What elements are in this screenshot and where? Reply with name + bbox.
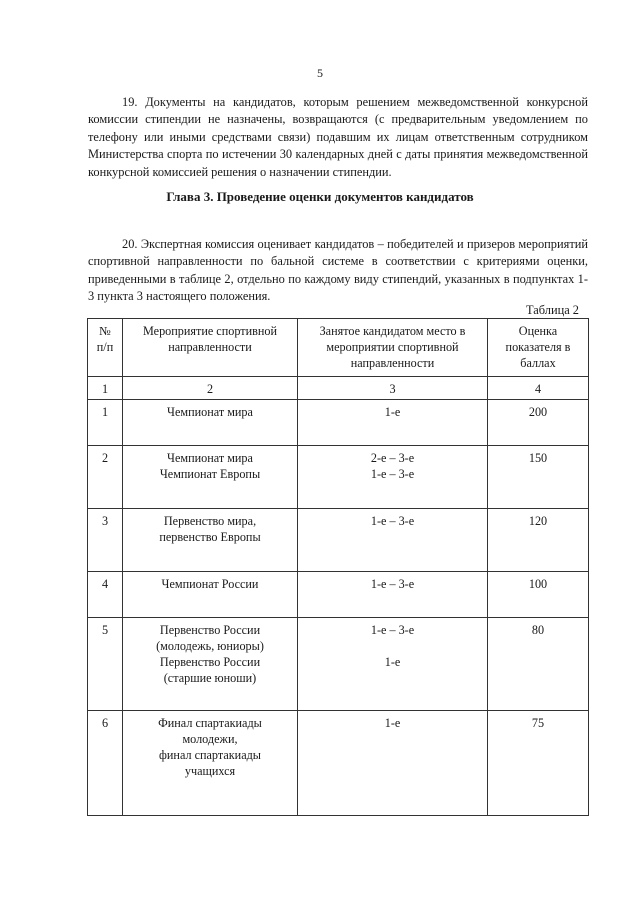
row-number: 3 bbox=[88, 509, 123, 572]
event-line: финал спартакиады bbox=[159, 748, 261, 762]
criteria-table bbox=[87, 318, 589, 816]
place-line: 1-е – 3-е bbox=[370, 623, 415, 637]
row-score: 120 bbox=[488, 509, 589, 572]
row-number: 5 bbox=[88, 618, 123, 711]
row-place bbox=[298, 572, 488, 618]
place-line: 1-е bbox=[384, 716, 401, 730]
event-line: (старшие юноши) bbox=[163, 671, 257, 685]
row-event bbox=[123, 446, 298, 509]
place-line: 1-е – 3-е bbox=[370, 577, 415, 591]
row-event bbox=[123, 572, 298, 618]
event-line: Чемпионат мира bbox=[167, 405, 253, 419]
row-event bbox=[123, 618, 298, 711]
event-line: молодежи, bbox=[182, 732, 238, 746]
place-line: 1-е bbox=[384, 405, 401, 419]
row-place bbox=[298, 618, 488, 711]
event-line: Первенство России bbox=[159, 655, 261, 669]
row-score: 75 bbox=[488, 711, 589, 816]
header-number-sign: № bbox=[99, 324, 111, 338]
column-number: 3 bbox=[298, 377, 488, 400]
table-row bbox=[88, 572, 589, 618]
row-number: 1 bbox=[88, 400, 123, 446]
page-number: 5 bbox=[317, 66, 323, 80]
table-row bbox=[88, 446, 589, 509]
event-line: учащихся bbox=[184, 764, 236, 778]
event-line: Первенство России bbox=[159, 623, 261, 637]
row-number: 4 bbox=[88, 572, 123, 618]
row-event bbox=[123, 711, 298, 816]
header-score: Оценка показателя в баллах bbox=[488, 319, 589, 377]
row-score: 150 bbox=[488, 446, 589, 509]
event-line: Финал спартакиады bbox=[158, 716, 262, 730]
event-line: Чемпионат мира bbox=[167, 451, 253, 465]
event-line: (молодежь, юниоры) bbox=[156, 639, 264, 653]
column-number-row bbox=[88, 377, 589, 400]
event-line: Первенство мира, bbox=[163, 514, 257, 528]
event-line: Чемпионат Европы bbox=[159, 467, 261, 481]
row-score: 100 bbox=[488, 572, 589, 618]
event-line: Чемпионат России bbox=[161, 577, 259, 591]
table-row bbox=[88, 400, 589, 446]
place-line: 1-е – 3-е bbox=[370, 467, 415, 481]
row-number: 2 bbox=[88, 446, 123, 509]
header-number bbox=[88, 319, 123, 377]
table-row bbox=[88, 711, 589, 816]
row-place bbox=[298, 711, 488, 816]
table-caption: Таблица 2 bbox=[526, 303, 579, 317]
table-row bbox=[88, 618, 589, 711]
spacer bbox=[302, 638, 483, 654]
event-line: первенство Европы bbox=[159, 530, 261, 544]
paragraph-20: 20. Экспертная комиссия оценивает кандидатов – победителей и призеров мероприятий спортивной направленности по бальной системе в соответствии с критериями оценки, приведенными в таблице 2, отдельно по каждому виду стипендий, указанных в подпунктах 1-3 пункта 3 настоящего положения. bbox=[88, 237, 588, 304]
row-event bbox=[123, 509, 298, 572]
row-score: 80 bbox=[488, 618, 589, 711]
place-line: 1-е – 3-е bbox=[370, 514, 415, 528]
row-place bbox=[298, 400, 488, 446]
row-number: 6 bbox=[88, 711, 123, 816]
column-number: 2 bbox=[123, 377, 298, 400]
column-number: 4 bbox=[488, 377, 589, 400]
row-event bbox=[123, 400, 298, 446]
table-header-row bbox=[88, 319, 589, 377]
chapter-title: Глава 3. Проведение оценки документов кандидатов bbox=[166, 189, 474, 204]
header-number-abbr: п/п bbox=[96, 340, 114, 354]
paragraph-19: 19. Документы на кандидатов, которым решением межведомственной конкурсной комиссии стипендии не назначены, возвращаются (с предварительным уведомлением по телефону или иными средствами связи) подавшим их лицам ответственным сотрудником Министерства спорта по истечении 30 календарных дней с даты принятия межведомственной конкурсной комиссией решения о назначении стипендии. bbox=[88, 95, 588, 179]
table-row bbox=[88, 509, 589, 572]
place-line: 2-е – 3-е bbox=[370, 451, 415, 465]
header-place: Занятое кандидатом место в мероприятии спортивной направленности bbox=[298, 319, 488, 377]
header-event: Мероприятие спортивной направленности bbox=[123, 319, 298, 377]
column-number: 1 bbox=[88, 377, 123, 400]
place-line: 1-е bbox=[384, 655, 401, 669]
row-place bbox=[298, 446, 488, 509]
row-place bbox=[298, 509, 488, 572]
row-score: 200 bbox=[488, 400, 589, 446]
